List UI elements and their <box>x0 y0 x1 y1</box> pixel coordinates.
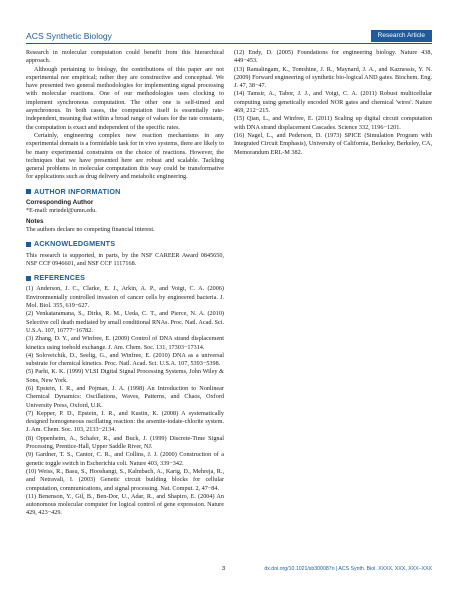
reference-item: (1) Anderson, J. C., Clarke, E. J., Arkin, A. P., and Voigt, C. A. (2006) Environmentally controlled invasion of cancer cells by engineered bacteria. J. Mol. Biol. 355, 619−627. <box>26 285 224 310</box>
article-type-badge: Research Article <box>371 30 432 42</box>
reference-item: (2) Venkataramana, S., Dirks, R. M., Ueda, C. T., and Pierce, N. A. (2010) Selective cell death mediated by small conditional RNAs. Proc. Natl. Acad. Sci. U.S.A. 107, 16777−16782. <box>26 310 224 334</box>
body-paragraph: Research in molecular computation could benefit from this hierarchical approach. <box>26 49 224 65</box>
section-heading-references: REFERENCES <box>26 274 224 282</box>
reference-item: (10) Weiss, R., Basu, S., Hooshangi, S., Kalmbach, A., Karig, D., Mehreja, R., and Netravali, I. (2003) Genetic circuit building blocks for cellular computation, communications, and signal processing. Nat. Comput. 2, 47−84. <box>26 467 224 492</box>
page-number: 3 <box>222 566 226 572</box>
reference-item: (16) Nagel, L., and Pederson, D. (1973) SPICE (Simulation Program with Integrated Circuit Emphasis), University of California, Berkeley, Berkeley, CA, Memorandum ERL-M 382. <box>234 131 432 156</box>
section-heading-acknowledgments: ACKNOWLEDGMENTS <box>26 240 224 248</box>
body-paragraph: Certainly, engineering complex new reaction mechanisms in any experimental domain is a formidable task for in vivo systems, there are likely to be many experimental constraints on the choice of reactions. However, the techniques that we have presented here are robust and scalable. Tackling general problems in molecular computation this way could be transformative for applications such as drug delivery and metabolic engineering. <box>26 131 224 181</box>
page-header <box>26 30 432 44</box>
author-email[interactable]: *E-mail: mriedel@umn.edu. <box>26 207 97 215</box>
reference-item: (7) Kepper, P. D., Epstein, I. R., and Kustin, K. (2008) A systematically designed homogeneous oscillating reaction: the arsenite-iodate-chlorite system. J. Am. Chem. Soc. 103, 2133−2134. <box>26 409 224 434</box>
right-column <box>234 49 432 157</box>
journal-name: ACS Synthetic Biology <box>26 31 112 41</box>
acknowledgments-text: This research is supported, in parts, by the NSF CAREER Award 0845650, NSF CCF 0946601, and NSF CCF 1117168. <box>26 251 224 267</box>
reference-item: (14) Tamsir, A., Tabor, J. J., and Voigt, C. A. (2011) Robust multicellular computing using genetically encoded NOR gates and chemical 'wires'. Nature 469, 212−215. <box>234 90 432 115</box>
reference-item: (3) Zhang, D. Y., and Winfree, E. (2009) Control of DNA strand displacement kinetics using toehold exchange. J. Am. Chem. Soc. 131, 17303−17314. <box>26 335 224 351</box>
left-column <box>26 49 224 518</box>
section-square-icon <box>26 242 31 247</box>
notes-text: The authors declare no competing financial interest. <box>26 225 155 233</box>
page-footer <box>26 566 432 576</box>
body-paragraph: Although pertaining to biology, the contributions of this paper are not experimental nor empirical; rather they are constructive and conceptual. We have presented two general methodologies for implementing signal processing with molecular reactions. One of our methodologies uses clocking to implement synchronous computation. The other one is self-timed and asynchronous. In both cases, the computation itself is essentially rate-independent, meaning that within a broad range of values for the rate constants, the computation is exact and independent of the specific rates. <box>26 65 224 131</box>
reference-item: (11) Benenson, Y., Gil, B., Ben-Dor, U., Adar, R., and Shapiro, E. (2004) An autonomous molecular computer for logical control of gene expression. Nature 429, 423−429. <box>26 492 224 517</box>
reference-item: (4) Soloveichik, D., Seelig, G., and Winfree, E. (2010) DNA as a universal substrate for chemical kinetics. Proc. Natl. Acad. Sci. U.S.A. 107, 5393−5398. <box>26 351 224 368</box>
reference-item: (5) Parhi, K. K. (1999) VLSI Digital Signal Processing Systems, John Wiley & Sons, New York. <box>26 368 224 384</box>
section-heading-author-info: AUTHOR INFORMATION <box>26 188 224 196</box>
section-square-icon <box>26 276 31 281</box>
header-rule <box>26 43 432 44</box>
reference-item: (15) Qian, L., and Winfree, E. (2011) Scaling up digital circuit computation with DNA strand displacement Cascades. Science 332, 1196−1201. <box>234 115 432 131</box>
reference-item: (6) Epstein, I. R., and Pojman, J. A. (1998) An Introduction to Nonlinear Chemical Dynamics: Oscillations, Waves, Patterns, and Chaos, Oxford University Press, Oxford, U.K. <box>26 384 224 409</box>
notes-heading: Notes <box>26 217 44 225</box>
reference-item: (8) Oppenheim, A., Schafer, R., and Buck, J. (1999) Discrete-Time Signal Processing, Prentice-Hall, Upper Saddle River, NJ. <box>26 434 224 451</box>
reference-item: (12) Endy, D. (2005) Foundations for engineering biology. Nature 438, 449−453. <box>234 49 432 65</box>
doi-citation[interactable]: dx.doi.org/10.1021/sb300087n | ACS Synth. Biol. XXXX, XXX, XXX−XXX <box>264 566 432 572</box>
section-square-icon <box>26 189 31 194</box>
reference-item: (9) Gardner, T. S., Cantor, C. R., and Collins, J. J. (2000) Construction of a genetic toggle switch in Escherichia coli. Nature 403, 339−342. <box>26 451 224 467</box>
corresponding-author-heading: Corresponding Author <box>26 199 94 207</box>
reference-item: (13) Ramalingam, K., Tomshine, J. R., Maynard, J. A., and Kaznessis, Y. N. (2009) Forward engineering of synthetic bio-logical AND gates. Biochem. Eng. J. 47, 38−47. <box>234 65 432 90</box>
